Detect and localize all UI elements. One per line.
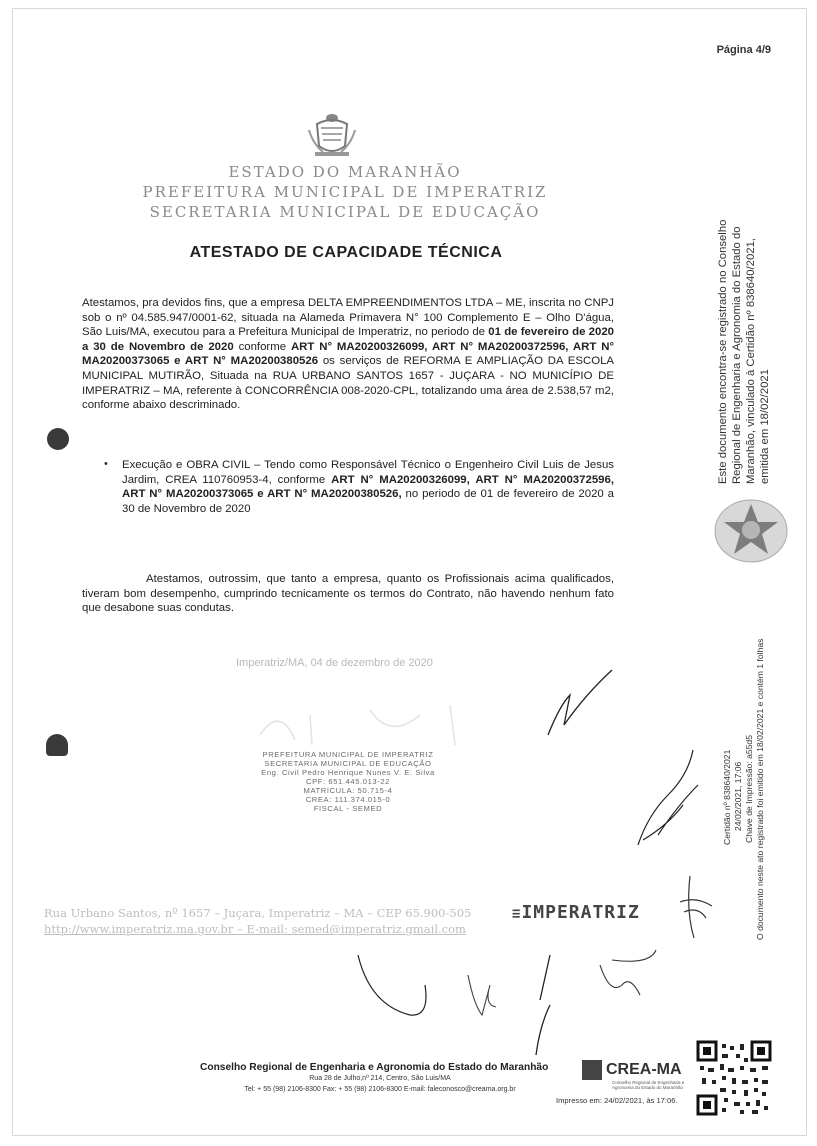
side-certificate-text: [722, 750, 744, 845]
p1-art-list: ART N° MA20200326099, ART N° MA20200372596, ART N° MA20200373065 e ART N° MA20200380526: [82, 340, 614, 368]
header-state: ESTADO DO MARANHÃO: [228, 163, 462, 181]
imperatriz-logo: [512, 902, 640, 923]
side-cert-line-4: O documento neste ato registrado foi emitido em 18/02/2021 e contém 1 folhas: [755, 638, 765, 940]
crea-footer-title: Conselho Regional de Engenharia e Agronomia do Estado do Maranhão: [200, 1062, 549, 1073]
side-registration: [755, 638, 817, 951]
paragraph-performance: Atestamos, outrossim, que tanto a empresa, quanto os Profissionais acima qualificados, tiveram bom desempenho, cumprindo tecnicamente os termos do Contrato, não havendo nenhum fato que desabone suas condutas.: [82, 573, 614, 615]
stamp-line-4: CPF: 651.445.013-22: [305, 777, 390, 786]
signature-mark: [540, 665, 620, 745]
side-cert-line-1: Certidão nº 838640/2021: [722, 749, 732, 845]
bullet-item: [122, 458, 614, 516]
crea-logo-sub-1: Conselho Regional de Engenharia e: [612, 1080, 685, 1085]
stamp-line-7: FISCAL - SEMED: [313, 804, 383, 813]
official-stamp: [238, 750, 458, 813]
crea-seal-icon: [708, 496, 794, 566]
header-prefecture: PREFEITURA MUNICIPAL DE IMPERATRIZ: [142, 183, 548, 201]
document-title: ATESTADO DE CAPACIDADE TÉCNICA: [189, 244, 503, 261]
side-notice-line-3: Maranhão, vinculado à Certidão nº 838640/2021,: [745, 238, 757, 484]
signature-mark: [628, 745, 708, 855]
date-line: Imperatriz/MA, 04 de dezembro de 2020: [236, 657, 433, 669]
side-cert-line-3: Chave de Impressão: a55d5: [744, 735, 754, 843]
stamp-line-1: PREFEITURA MUNICIPAL DE IMPERATRIZ: [262, 750, 434, 759]
header-secretariat: SECRETARIA MUNICIPAL DE EDUCAÇÃO: [149, 203, 541, 221]
side-cert-line-2: 24/02/2021, 17:06: [733, 761, 743, 831]
printed-timestamp: Impresso em: 24/02/2021, às 17:06.: [556, 1096, 678, 1105]
crea-footer-contact: Tel: + 55 (98) 2106-8300 Fax: + 55 (98) 2106-8300 E-mail: faleconosco@creama.org.br: [244, 1086, 516, 1093]
letterhead-address: Rua Urbano Santos, nº 1657 – Juçara, Imperatriz – MA – CEP 65.900-505: [44, 906, 472, 920]
bullet-text-a: Execução e OBRA CIVIL – Tendo como Responsável Técnico o Engenheiro Civil Luis de Jesus Jardim, CREA 110760953-4, conforme: [122, 459, 614, 486]
p1-text-a: Atestamos, pra devidos fins, que a empresa DELTA EMPREENDIMENTOS LTDA – ME, inscrita no CNPJ sob o nº 04.585.947/0001-62, situada na Alameda Primavera N° 100 Complemento E – Olho D'água, São Luis/MA, executou para a Prefeitura Municipal de Imperatriz, no periodo de: [82, 297, 614, 339]
coat-of-arms-icon: [305, 110, 359, 160]
faded-signature-marks: [250, 695, 490, 755]
crea-logo: [582, 1060, 684, 1090]
stamp-line-5: MATRICULA: 50.715-4: [303, 786, 393, 795]
bullet-marker: •: [104, 458, 108, 470]
bullet-art-list: ART N° MA20200326099, ART N° MA20200372596, ART N° MA20200373065 e ART N° MA20200380526,: [122, 473, 614, 501]
p1-text-e: os serviços de REFORMA E AMPLIAÇÃO DA ESCOLA MUNICIPAL MUTIRÃO, Situada na RUA URBANO SANTOS 1657 - JUÇARA - NO MUNICÍPIO DE IMPERATRIZ – MA, referente à CONCORRÊNCIA 008-2020-CPL, totalizando uma área de 2.538,57 m2, conforme abaixo descriminado.: [82, 355, 614, 412]
side-notice-line-1: Este documento encontra-se registrado no Conselho: [717, 219, 729, 484]
side-notice-line-4: emitida em 18/02/2021: [759, 369, 771, 484]
signature-mark: [676, 872, 716, 942]
punch-hole: [47, 428, 69, 450]
stamp-line-6: CREA: 111.374.015-0: [305, 795, 391, 804]
p1-period: 01 de fevereiro de 2020 a 30 de Novembro de 2020: [82, 326, 615, 353]
initials-marks: [350, 945, 680, 1065]
qr-code-icon: [696, 1040, 772, 1116]
side-notice-line-2: Regional de Engenharia e Agronomia do Estado do: [731, 226, 743, 484]
p1-text-c: conforme: [233, 340, 291, 353]
letterhead-web: http://www.imperatriz.ma.gov.br – E-mail: semed@imperatriz.gmail.com: [44, 922, 466, 936]
crea-logo-mark-icon: [582, 1060, 602, 1080]
punch-hole: [46, 734, 68, 756]
stamp-line-2: SECRETARIA MUNICIPAL DE EDUCAÇÃO: [264, 759, 432, 768]
crea-logo-text: CREA-MA: [606, 1061, 682, 1078]
stamp-line-3: Eng. Civil Pedro Henrique Nunes V. E. Silva: [261, 768, 435, 777]
paragraph-attestation: [82, 296, 614, 413]
bullet-text-c: no periodo de 01 de fevereiro de 2020 a 30 de Novembro de 2020: [122, 488, 614, 515]
logo-dashes: ≡: [512, 906, 522, 922]
page-number: Página 4/9: [716, 44, 771, 56]
crea-footer-address: Rua 28 de Julho,nº 214, Centro, São Luis/MA: [309, 1075, 451, 1082]
side-notice-text: [716, 220, 772, 484]
imperatriz-logo-text: IMPERATRIZ: [521, 902, 640, 923]
crea-logo-sub-2: Agronomia do Estado do Maranhão: [612, 1085, 684, 1090]
